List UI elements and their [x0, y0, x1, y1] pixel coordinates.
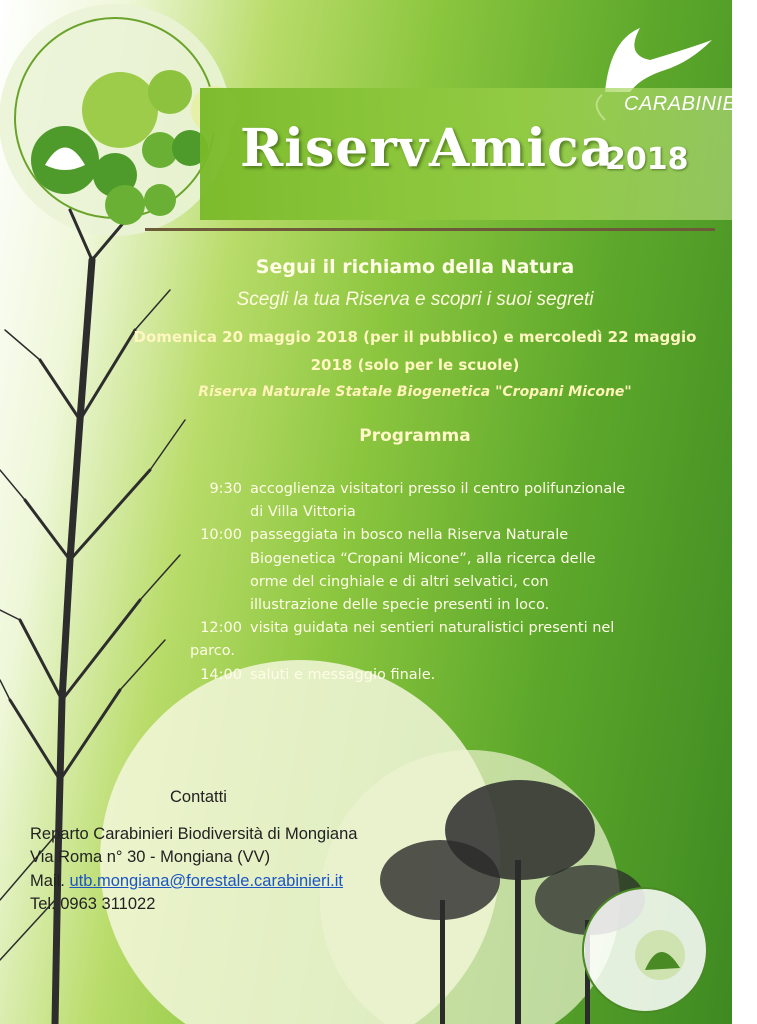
program-text-cont: illustrazione delle specie presenti in loco.	[250, 597, 550, 614]
program-title: Programma	[359, 426, 471, 446]
program-time: 10:00	[200, 527, 242, 544]
dates-line-1: Domenica 20 maggio 2018 (per il pubblico) e mercoledì 22 maggio	[133, 328, 697, 346]
program-item	[190, 478, 690, 501]
contacts-office: Reparto Carabinieri Biodiversità di Mongiana	[30, 824, 358, 843]
program-item	[190, 664, 690, 687]
stamp-seal	[583, 888, 707, 1012]
program-time: 14:00	[200, 666, 242, 683]
program-item	[190, 617, 690, 640]
event-title: RiservAmica	[240, 118, 615, 179]
program-text: accoglienza visitatori presso il centro polifunzionale	[250, 481, 626, 497]
contacts-address: Via Roma n° 30 - Mongiana (VV)	[30, 848, 271, 866]
event-dates	[95, 323, 735, 379]
program-time: 12:00	[200, 620, 242, 637]
program-text: visita guidata nei sentieri naturalistici presenti nel	[250, 620, 615, 637]
location: Riserva Naturale Statale Biogenetica "Cropani Micone"	[198, 384, 632, 400]
title-divider	[145, 228, 715, 231]
carabinieri-logo-text: CARABINIERI	[624, 93, 757, 115]
headline: Segui il richiamo della Natura	[255, 256, 575, 278]
program-text-cont: Biogenetica “Cropani Micone”, alla ricerca delle	[250, 550, 596, 567]
program-text: passeggiata in bosco nella Riserva Naturale	[250, 527, 569, 544]
mail-link[interactable]: utb.mongiana@forestale.carabinieri.it	[69, 871, 344, 890]
event-year: 2018	[605, 142, 689, 177]
program-list	[190, 478, 690, 687]
program-text-cont: di Villa Vittoria	[250, 504, 356, 521]
dates-line-2: 2018 (solo per le scuole)	[310, 356, 520, 374]
mail-label: Mail.	[30, 871, 65, 890]
program-item	[190, 524, 690, 547]
subtitle: Scegli la tua Riserva e scopri i suoi segreti	[236, 289, 594, 310]
program-time: 9:30	[209, 481, 242, 497]
program-text: saluti e messaggio finale.	[250, 666, 436, 683]
program-text-cont: orme del cinghiale e di altri selvatici, con	[250, 573, 549, 590]
contacts-heading: Contatti	[170, 788, 227, 806]
program-text-cont: parco.	[190, 643, 235, 660]
contacts-mail-row	[30, 870, 357, 894]
contacts-block	[30, 786, 357, 917]
contacts-phone: Tel. 0963 311022	[30, 895, 156, 913]
